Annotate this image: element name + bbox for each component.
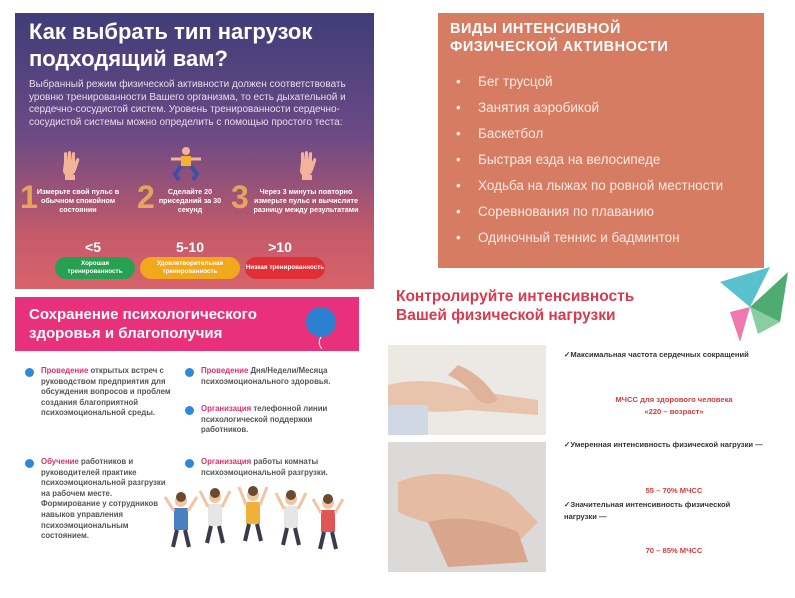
hands-photo [388,442,546,572]
activity-list [454,73,758,255]
infographic-description: Выбранный режим физической активности должен соответствовать уровню тренированности Вашего организма, то есть дыхательной и сердечно-сосудистой систем. Уровень тренированности сердечно-сосудистой системы можно определить с помощью простого теста: [29,79,346,128]
moderate-intensity-text: ✓Умеренная интенсивность физической нагрузки — [564,440,763,449]
bullet-dot [185,459,194,468]
list-item: Организация работы комнаты психоэмоциональной разгрузки. [201,457,328,477]
intense-activity-card [438,13,764,268]
step-number-3: 3 [231,179,249,215]
intensity-control-card [384,275,785,580]
result-value-good: <5 [85,239,101,255]
infographic-title: Как выбрать тип нагрузок подходящий вам? [29,19,313,71]
list-item: • Баскетбол [454,125,758,142]
activity-heading: ВИДЫ ИНТЕНСИВНОЙ ФИЗИЧЕСКОЙ АКТИВНОСТИ [450,21,669,55]
list-item: Проведение Дня/Недели/Месяца психоэмоционального здоровья. [201,366,331,386]
bullet-dot [25,368,34,377]
result-badge-satisfactory: Удовлетворительная тренированность [140,257,240,279]
formula-text: МЧСС для здорового человека «220 – возраст» [615,395,733,416]
pulse-check-photo [388,345,546,435]
significant-intensity-value: 70 – 85% МЧСС [645,546,703,555]
bullet-dot [185,406,194,415]
card-title: Контролируйте интенсивность Вашей физической нагрузки [396,288,635,324]
jumping-people-illustration [163,485,353,575]
balloon-icon [303,305,339,349]
list-item: • Ходьба на лыжах по ровной местности [454,177,758,194]
list-item: • Соревнования по плаванию [454,203,758,220]
list-item: • Бег трусцой [454,73,758,90]
bullet-dot [185,368,194,377]
pulse-test-infographic [15,13,374,289]
psychological-health-card [15,295,359,578]
list-item: • Одиночный теннис и бадминтон [454,229,758,246]
squat-person-icon [169,146,203,182]
list-item: Обучение работников и руководителей практике психоэмоциональной разгрузки на рабочем месте. Формирование у сотрудников навыков управления психоэмоциональным состоянием. [41,457,166,541]
list-item: • Быстрая езда на велосипеде [454,151,758,168]
card-title: Сохранение психологического здоровья и благополучия [29,306,257,342]
list-item: Проведение открытых встреч с руководством предприятия для обсуждения вопросов и проблем создания благоприятной психоэмоциональной среды. [41,366,171,418]
step-number-2: 2 [137,179,155,215]
bullet-dot [25,459,34,468]
result-badge-low: Низкая тренированность [245,257,325,279]
result-value-satisfactory: 5-10 [175,239,205,255]
hand-pulse-icon [58,150,84,180]
moderate-intensity-value: 55 – 70% МЧСС [645,486,703,495]
result-badge-good: Хорошая тренированность [55,257,135,279]
step-1-text: Измерьте свой пульс в обычном спокойном состоянии [36,187,120,214]
list-item: • Занятия аэробикой [454,99,758,116]
significant-intensity-text: ✓Значительная интенсивность физической нагрузки — [564,500,731,521]
step-2-text: Сделайте 20 приседаний за 30 секунд [158,187,222,214]
list-item: Организация телефонной линии психологической поддержки работников. [201,404,328,435]
step-number-1: 1 [20,179,38,215]
hand-pulse-icon-2 [295,150,321,180]
result-value-low: >10 [268,239,292,255]
max-heart-rate-text: ✓Максимальная частота сердечных сокращений [564,350,749,359]
step-3-text: Через 3 минуты повторно измерьте пульс и вычислите разницу между результатами [253,187,359,214]
